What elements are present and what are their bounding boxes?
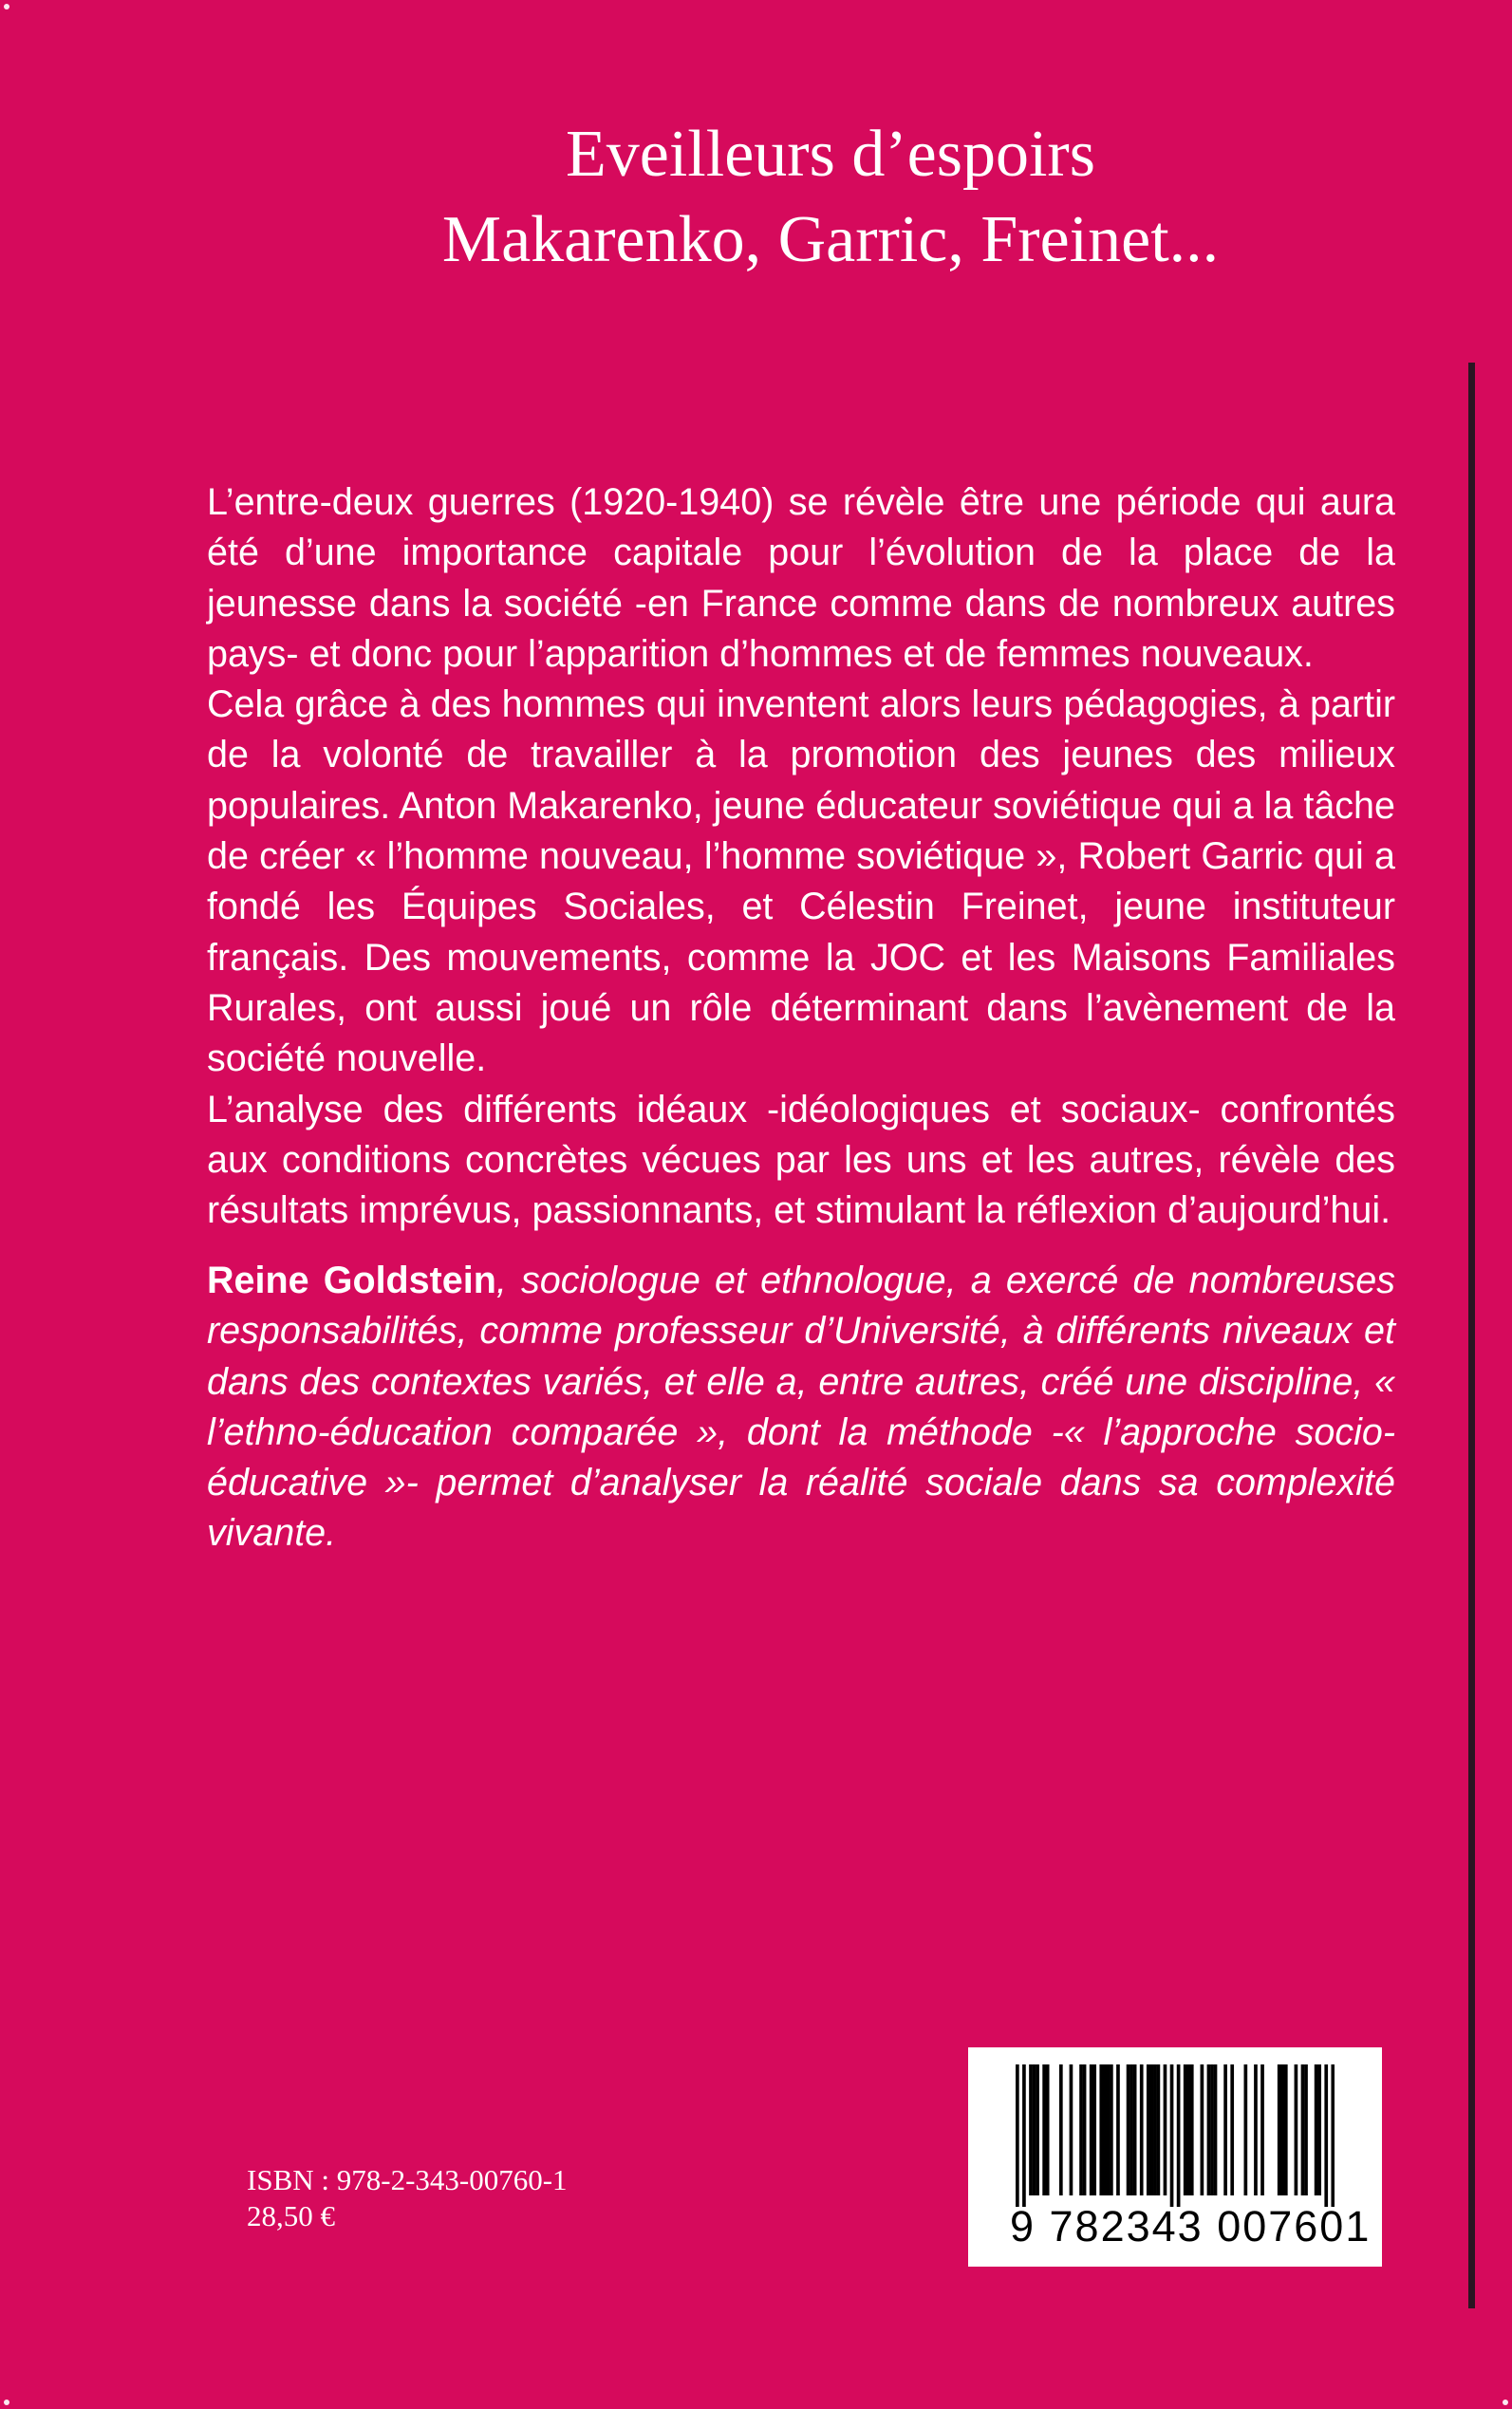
author-bio-text: , sociologue et ethnologue, a exercé de nombreuses responsabilités, comme professeur d’Université, à différents niveaux et dans des contextes variés, et elle a, entre autres, créé une discipline, « l’ethno-éducation comparée », dont la méthode -« l’approche socio-éducative »- permet d’analyser la réalité sociale dans sa complexité vivante. (207, 1260, 1395, 1555)
barcode-bar (1317, 2064, 1321, 2195)
barcode-bar (1149, 2064, 1153, 2195)
barcode-bar (1184, 2064, 1187, 2195)
barcode-bar (1106, 2064, 1110, 2195)
barcode-bar (1033, 2064, 1036, 2195)
book-title (285, 112, 1376, 283)
barcode-bar (1083, 2064, 1087, 2195)
title-line-2: Makarenko, Garric, Freinet... (441, 203, 1220, 276)
author-name: Reine Goldstein (207, 1260, 496, 1301)
barcode-bar (1147, 2064, 1150, 2195)
barcode-digits: 9 782343 007601 (1010, 2202, 1372, 2250)
summary-paragraph: L’entre-deux guerres (1920-1940) se révèle être une période qui aura été d’une importance capitale pour l’évolution de la place de la jeunesse dans la société -en France comme dans de nombreux autres pays- et donc pour l’apparition d’hommes et de femmes nouveaux. (207, 481, 1395, 675)
barcode-bar (1046, 2064, 1050, 2195)
barcode-panel (968, 2047, 1382, 2267)
barcode-bar (1042, 2064, 1046, 2195)
barcode-bar (1254, 2064, 1258, 2195)
author-bio (207, 1256, 1395, 1559)
barcode-bar (1223, 2064, 1227, 2195)
barcode-bar (1164, 2064, 1167, 2195)
barcode-bar (1295, 2064, 1298, 2195)
barcode-bar (1029, 2064, 1033, 2195)
barcode-bar (1103, 2064, 1107, 2195)
barcode-bar (1201, 2064, 1204, 2195)
barcode-bar (1244, 2064, 1248, 2195)
summary-paragraph: L’analyse des différents idéaux -idéologiques et sociaux- confrontés aux conditions concrètes vécues par les uns et les autres, révèle des résultats imprévus, passionnants, et stimulant la réflexion d’aujourd’hui. (207, 1088, 1395, 1232)
barcode-bar (1177, 2064, 1181, 2207)
barcode-bar (1133, 2064, 1137, 2195)
isbn-text: ISBN : 978-2-343-00760-1 (247, 2163, 568, 2196)
barcode-bar (1090, 2064, 1093, 2195)
barcode-bar (1070, 2064, 1073, 2195)
barcode-bar (1099, 2064, 1103, 2195)
barcode-bar (1079, 2064, 1083, 2195)
barcode-bar (1140, 2064, 1144, 2195)
title-line-1: Eveilleurs d’espoirs (566, 118, 1095, 191)
barcode-bar (1284, 2064, 1288, 2195)
barcode-bar (1230, 2064, 1234, 2195)
spine-edge-rule (1468, 363, 1475, 2308)
barcode-bar (1129, 2064, 1133, 2195)
barcode-bar (1186, 2064, 1190, 2195)
barcode-bar (1260, 2064, 1264, 2195)
corner-mark-top-left (4, 4, 9, 9)
barcode-bar (1022, 2064, 1026, 2207)
barcode-bar (1127, 2064, 1130, 2195)
barcode-bar (1190, 2064, 1194, 2195)
barcode-bar (1036, 2064, 1039, 2195)
corner-mark-bottom-right (1503, 2400, 1508, 2405)
barcode-bar (1324, 2064, 1328, 2207)
barcode-bar (1331, 2064, 1335, 2207)
summary-paragraph: Cela grâce à des hommes qui inventent alors leurs pédagogies, à partir de la volonté de travailler à la promotion des jeunes des milieux populaires. Anton Makarenko, jeune éducateur soviétique qui a la tâche de créer « l’homme nouveau, l’homme soviétique », Robert Garric qui a fondé les Équipes Sociales, et Célestin Freinet, jeune instituteur français. Des mouvements, comme la JOC et les Maisons Familiales Rurales, ont aussi joué un rôle déterminant dans l’avènement de la société nouvelle. (207, 683, 1395, 1080)
book-summary (207, 477, 1395, 1236)
barcode-bar (1170, 2064, 1174, 2207)
barcode-bar (1214, 2064, 1218, 2195)
barcode-bar (1280, 2064, 1284, 2195)
barcode-bar (1016, 2064, 1019, 2207)
barcode-bar (1157, 2064, 1161, 2195)
barcode-bar (1116, 2064, 1120, 2195)
barcode-bar (1207, 2064, 1211, 2195)
barcode-bar (1304, 2064, 1308, 2195)
barcode-bar (1153, 2064, 1157, 2195)
barcode-bar (1278, 2064, 1281, 2195)
barcode-icon (1016, 2064, 1335, 2207)
barcode-bar (1210, 2064, 1214, 2195)
corner-mark-bottom-left (4, 2400, 9, 2405)
barcode-bar (1315, 2064, 1318, 2195)
price-text: 28,50 € (247, 2199, 335, 2232)
barcode-bar (1092, 2064, 1096, 2195)
barcode-bar (1301, 2064, 1305, 2195)
barcode-bar (1110, 2064, 1113, 2195)
isbn-price-block (247, 2162, 568, 2234)
barcode-bar (1059, 2064, 1063, 2195)
